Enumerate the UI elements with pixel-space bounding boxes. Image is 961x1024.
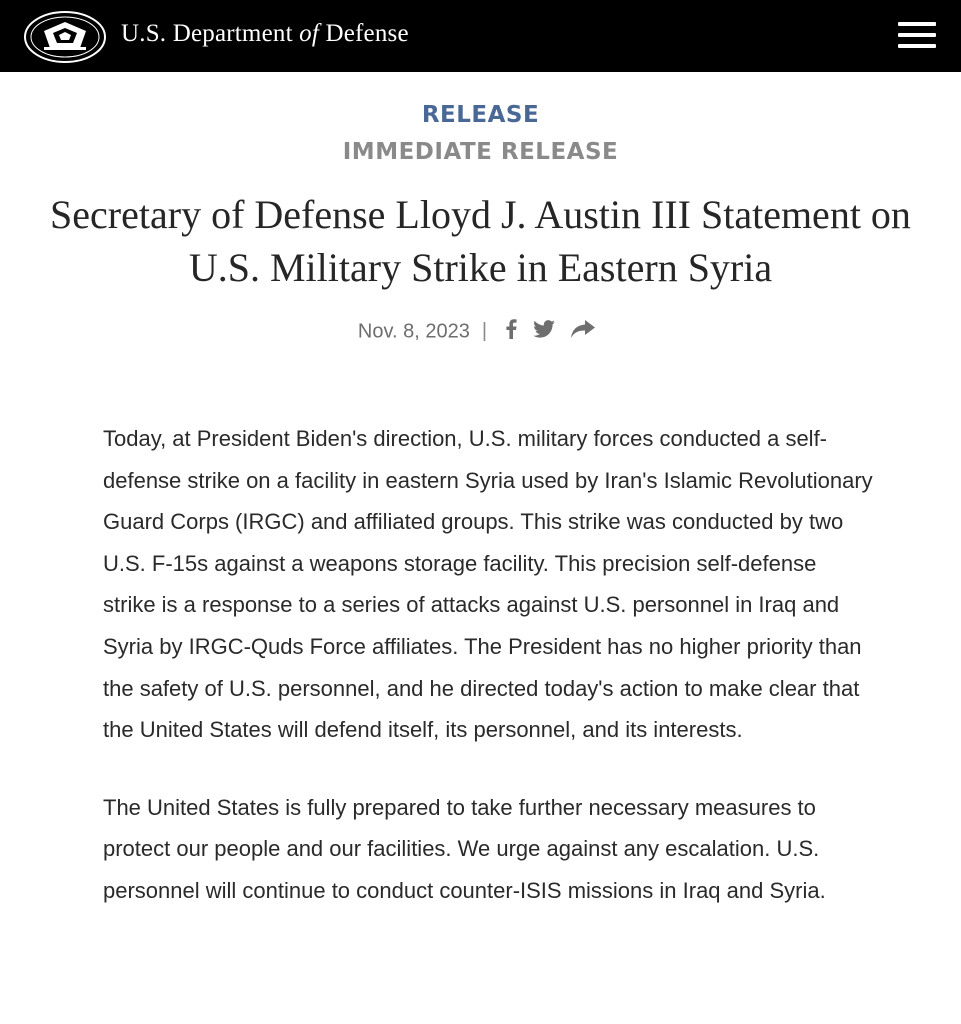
site-header <box>0 0 961 72</box>
twitter-icon[interactable] <box>533 320 555 344</box>
site-title-part-1: U.S. Department <box>121 20 293 47</box>
article-title: Secretary of Defense Lloyd J. Austin III Statement on U.S. Military Strike in Eastern Syria <box>50 192 911 290</box>
article-subcategory: IMMEDIATE RELEASE <box>342 139 619 165</box>
article-date: Nov. 8, 2023 <box>357 320 470 343</box>
share-icon[interactable] <box>571 320 595 344</box>
article-paragraph-1: Today, at President Biden's direction, U.S. military forces conducted a self-defense strike on a facility in eastern Syria used by Iran's Islamic Revolutionary Guard Corps (IRGC) and affiliated groups. This strike was conducted by two U.S. F-15s against a weapons storage facility. This precision self-defense strike is a response to a series of attacks against U.S. personnel in Iraq and Syria by IRGC-Quds Force affiliates. The President has no higher priority than the safety of U.S. personnel, and he directed today's action to make clear that the United States will defend itself, its personnel, and its interests. <box>103 426 873 743</box>
article-category[interactable]: RELEASE <box>421 102 540 128</box>
site-title-part-2: Defense <box>325 20 409 47</box>
menu-bar-top <box>898 22 936 26</box>
article-paragraph-2: The United States is fully prepared to take further necessary measures to protect our people and our facilities. We urge against any escalation. U.S. personnel will continue to conduct counter-ISIS missions in Iraq and Syria. <box>103 794 826 903</box>
article-meta <box>0 319 961 345</box>
menu-bar-middle <box>898 33 936 37</box>
menu-bar-bottom <box>898 44 936 48</box>
article-body <box>103 418 873 948</box>
facebook-icon[interactable] <box>505 319 517 345</box>
meta-separator: | <box>481 320 488 343</box>
site-title-of: of <box>299 20 320 47</box>
hamburger-menu-icon[interactable] <box>898 20 938 50</box>
pentagon-seal-icon[interactable] <box>24 11 106 63</box>
site-title[interactable] <box>121 20 409 48</box>
